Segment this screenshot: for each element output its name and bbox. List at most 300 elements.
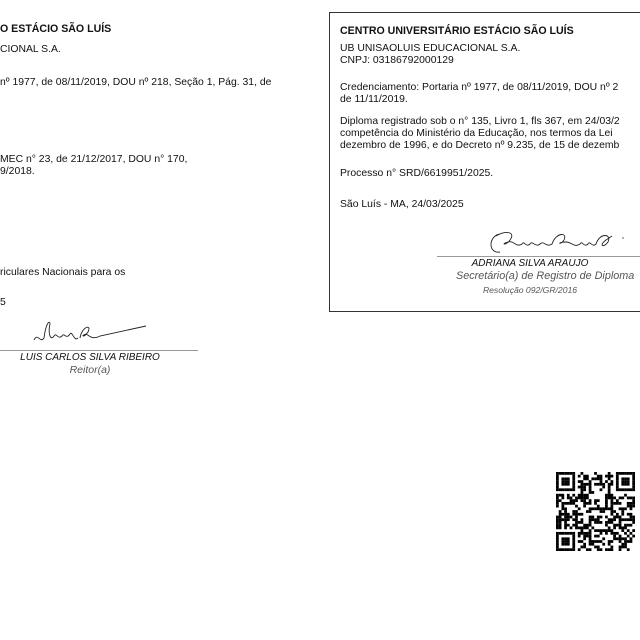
qr-module — [561, 480, 564, 483]
qr-module — [567, 524, 570, 527]
rector-signature — [30, 318, 150, 348]
qr-module — [619, 521, 622, 524]
qr-module — [556, 526, 559, 529]
qr-module — [632, 488, 635, 491]
qr-module — [616, 475, 619, 478]
qr-module — [559, 532, 562, 535]
qr-module — [632, 499, 635, 502]
qr-module — [632, 518, 635, 521]
qr-module — [613, 516, 616, 519]
qr-module — [589, 516, 592, 519]
institution-name-partial: O ESTÁCIO SÃO LUÍS — [0, 23, 112, 35]
qr-module — [621, 529, 624, 532]
qr-module — [627, 472, 630, 475]
qr-module — [575, 510, 578, 513]
verification-qr-code[interactable] — [556, 472, 635, 551]
recognition-text-line-2: 9/2018. — [0, 166, 35, 177]
secretary-signature — [486, 228, 631, 256]
qr-module — [572, 475, 575, 478]
qr-module — [610, 548, 613, 551]
qr-module — [575, 521, 578, 524]
qr-module — [613, 537, 616, 540]
qr-module — [581, 518, 584, 521]
qr-module — [608, 518, 611, 521]
qr-module — [556, 475, 559, 478]
qr-module — [630, 516, 633, 519]
qr-module — [616, 516, 619, 519]
place-date: São Luís - MA, 24/03/2025 — [340, 199, 464, 210]
qr-module — [597, 540, 600, 543]
qr-module — [621, 526, 624, 529]
qr-module — [610, 510, 613, 513]
qr-module — [572, 524, 575, 527]
qr-module — [575, 499, 578, 502]
qr-module — [556, 537, 559, 540]
qr-module — [583, 535, 586, 538]
qr-module — [589, 532, 592, 535]
qr-module — [556, 546, 559, 549]
qr-module — [561, 505, 564, 508]
qr-module — [621, 518, 624, 521]
qr-module — [632, 477, 635, 480]
qr-module — [605, 497, 608, 500]
qr-module — [572, 540, 575, 543]
qr-module — [591, 526, 594, 529]
qr-module — [572, 502, 575, 505]
qr-module — [572, 472, 575, 475]
qr-module — [586, 548, 589, 551]
qr-module — [632, 505, 635, 508]
qr-module — [578, 480, 581, 483]
qr-module — [564, 507, 567, 510]
qr-module — [583, 502, 586, 505]
qr-module — [621, 488, 624, 491]
cnpj: CNPJ: 03186792000129 — [340, 55, 454, 66]
qr-module — [616, 513, 619, 516]
qr-module — [621, 543, 624, 546]
qr-module — [583, 543, 586, 546]
qr-module — [608, 543, 611, 546]
qr-module — [594, 529, 597, 532]
qr-module — [605, 532, 608, 535]
qr-module — [600, 483, 603, 486]
qr-module — [581, 486, 584, 489]
qr-module — [556, 535, 559, 538]
secretary-signature-line — [437, 256, 640, 257]
qr-module — [564, 516, 567, 519]
qr-module — [610, 502, 613, 505]
qr-module — [597, 521, 600, 524]
qr-module — [570, 526, 573, 529]
qr-module — [570, 532, 573, 535]
qr-module — [594, 518, 597, 521]
date-partial: 5 — [0, 297, 6, 308]
qr-module — [578, 526, 581, 529]
qr-module — [630, 513, 633, 516]
qr-module — [589, 480, 592, 483]
qr-module — [589, 548, 592, 551]
qr-module — [608, 548, 611, 551]
qr-module — [581, 480, 584, 483]
qr-module — [608, 483, 611, 486]
qr-module — [556, 518, 559, 521]
qr-module — [621, 480, 624, 483]
qr-module — [632, 529, 635, 532]
qr-module — [630, 507, 633, 510]
qr-module — [561, 548, 564, 551]
qr-module — [559, 548, 562, 551]
qr-module — [586, 497, 589, 500]
qr-module — [586, 524, 589, 527]
qr-module — [630, 518, 633, 521]
qr-module — [564, 477, 567, 480]
registry-line-3: dezembro de 1996, e do Decreto nº 9.235, de 15 de dezemb — [340, 140, 620, 151]
qr-module — [610, 540, 613, 543]
qr-module — [600, 540, 603, 543]
qr-module — [575, 524, 578, 527]
qr-module — [602, 529, 605, 532]
qr-module — [600, 488, 603, 491]
qr-module — [583, 483, 586, 486]
qr-module — [572, 548, 575, 551]
qr-module — [630, 505, 633, 508]
qr-module — [564, 526, 567, 529]
qr-module — [624, 546, 627, 549]
qr-module — [610, 497, 613, 500]
qr-module — [581, 472, 584, 475]
qr-module — [570, 516, 573, 519]
qr-module — [572, 532, 575, 535]
qr-module — [594, 472, 597, 475]
qr-module — [621, 510, 624, 513]
qr-module — [605, 480, 608, 483]
qr-module — [616, 532, 619, 535]
qr-module — [621, 546, 624, 549]
qr-module — [619, 524, 622, 527]
qr-module — [567, 502, 570, 505]
qr-module — [556, 532, 559, 535]
qr-module — [624, 543, 627, 546]
qr-module — [567, 472, 570, 475]
qr-module — [605, 524, 608, 527]
qr-module — [602, 543, 605, 546]
qr-module — [630, 524, 633, 527]
process-number: Processo n° SRD/6619951/2025. — [340, 168, 494, 179]
qr-module — [619, 502, 622, 505]
qr-module — [559, 518, 562, 521]
qr-module — [605, 505, 608, 508]
qr-module — [561, 477, 564, 480]
qr-module — [610, 505, 613, 508]
qr-module — [619, 546, 622, 549]
qr-module — [605, 502, 608, 505]
qr-module — [567, 537, 570, 540]
qr-module — [630, 497, 633, 500]
qr-module — [600, 475, 603, 478]
qr-module — [581, 529, 584, 532]
qr-module — [630, 502, 633, 505]
qr-module — [632, 521, 635, 524]
qr-module — [624, 483, 627, 486]
qr-module — [559, 499, 562, 502]
qr-module — [627, 488, 630, 491]
qr-module — [608, 529, 611, 532]
qr-module — [583, 475, 586, 478]
qr-module — [613, 526, 616, 529]
qr-module — [559, 488, 562, 491]
qr-module — [630, 472, 633, 475]
qr-module — [564, 513, 567, 516]
qr-module — [591, 491, 594, 494]
qr-module — [602, 483, 605, 486]
qr-module — [589, 529, 592, 532]
qr-module — [570, 499, 573, 502]
qr-module — [561, 472, 564, 475]
credential-line-1: Credenciamento: Portaria nº 1977, de 08/11/2019, DOU nº 2 — [340, 82, 619, 93]
qr-module — [556, 521, 559, 524]
qr-module — [589, 518, 592, 521]
qr-module — [589, 510, 592, 513]
qr-module — [591, 518, 594, 521]
qr-module — [556, 499, 559, 502]
qr-module — [570, 488, 573, 491]
qr-module — [608, 540, 611, 543]
qr-module — [586, 475, 589, 478]
qr-module — [589, 524, 592, 527]
qr-module — [561, 507, 564, 510]
qr-module — [581, 499, 584, 502]
qr-module — [594, 521, 597, 524]
qr-module — [591, 507, 594, 510]
qr-module — [616, 472, 619, 475]
qr-module — [613, 510, 616, 513]
qr-module — [556, 472, 559, 475]
qr-module — [575, 526, 578, 529]
qr-module — [578, 494, 581, 497]
qr-module — [610, 483, 613, 486]
qr-module — [578, 532, 581, 535]
qr-module — [605, 516, 608, 519]
qr-module — [597, 475, 600, 478]
qr-module — [608, 491, 611, 494]
qr-module — [559, 494, 562, 497]
qr-module — [632, 486, 635, 489]
qr-module — [567, 532, 570, 535]
qr-module — [594, 535, 597, 538]
qr-module — [591, 540, 594, 543]
qr-module — [581, 483, 584, 486]
qr-module — [627, 529, 630, 532]
qr-module — [575, 497, 578, 500]
qr-module — [589, 491, 592, 494]
qr-module — [559, 472, 562, 475]
qr-module — [572, 486, 575, 489]
qr-module — [572, 510, 575, 513]
qr-module — [581, 494, 584, 497]
qr-module — [589, 540, 592, 543]
qr-module — [589, 488, 592, 491]
company-name-partial: CIONAL S.A. — [0, 44, 61, 55]
qr-module — [583, 546, 586, 549]
qr-module — [602, 537, 605, 540]
qr-module — [597, 529, 600, 532]
qr-module — [589, 507, 592, 510]
qr-module — [619, 507, 622, 510]
qr-module — [610, 507, 613, 510]
qr-module — [602, 486, 605, 489]
secretary-name: ADRIANA SILVA ARAUJO — [471, 258, 589, 269]
secretary-resolution: Resolução 092/GR/2016 — [482, 285, 578, 295]
qr-module — [564, 532, 567, 535]
qr-module — [583, 494, 586, 497]
qr-module — [613, 524, 616, 527]
qr-module — [597, 483, 600, 486]
qr-module — [581, 488, 584, 491]
qr-module — [594, 540, 597, 543]
qr-module — [578, 475, 581, 478]
qr-module — [597, 546, 600, 549]
qr-module — [559, 521, 562, 524]
qr-module — [561, 540, 564, 543]
qr-module — [583, 486, 586, 489]
qr-module — [605, 529, 608, 532]
qr-module — [608, 521, 611, 524]
qr-module — [619, 535, 622, 538]
qr-module — [572, 499, 575, 502]
qr-module — [559, 524, 562, 527]
qr-module — [624, 472, 627, 475]
qr-module — [624, 488, 627, 491]
qr-module — [600, 507, 603, 510]
qr-module — [567, 497, 570, 500]
qr-module — [610, 546, 613, 549]
qr-module — [581, 540, 584, 543]
qr-module — [608, 488, 611, 491]
qr-module — [627, 513, 630, 516]
qr-module — [624, 480, 627, 483]
qr-module — [632, 497, 635, 500]
qr-module — [610, 475, 613, 478]
qr-module — [605, 494, 608, 497]
qr-module — [627, 480, 630, 483]
qr-module — [572, 535, 575, 538]
institution-name: CENTRO UNIVERSITÁRIO ESTÁCIO SÃO LUÍS — [340, 25, 574, 37]
qr-module — [572, 537, 575, 540]
qr-module — [564, 472, 567, 475]
qr-module — [572, 513, 575, 516]
qr-module — [583, 526, 586, 529]
qr-module — [561, 494, 564, 497]
qr-module — [559, 526, 562, 529]
qr-module — [567, 488, 570, 491]
qr-module — [616, 524, 619, 527]
qr-module — [575, 505, 578, 508]
qr-module — [613, 532, 616, 535]
qr-module — [621, 483, 624, 486]
qr-module — [605, 475, 608, 478]
qr-module — [619, 548, 622, 551]
qr-module — [600, 532, 603, 535]
qr-module — [608, 475, 611, 478]
qr-module — [564, 502, 567, 505]
qr-module — [627, 497, 630, 500]
qr-module — [581, 532, 584, 535]
qr-module — [616, 483, 619, 486]
qr-module — [594, 546, 597, 549]
qr-module — [594, 477, 597, 480]
qr-module — [610, 532, 613, 535]
qr-module — [627, 548, 630, 551]
qr-module — [591, 477, 594, 480]
qr-module — [586, 532, 589, 535]
qr-module — [600, 529, 603, 532]
qr-module — [619, 540, 622, 543]
qr-module — [572, 488, 575, 491]
qr-module — [556, 502, 559, 505]
qr-module — [632, 483, 635, 486]
qr-module — [608, 526, 611, 529]
qr-module — [578, 507, 581, 510]
qr-module — [597, 505, 600, 508]
qr-module — [583, 477, 586, 480]
qr-module — [564, 543, 567, 546]
qr-module — [630, 532, 633, 535]
qr-module — [632, 475, 635, 478]
qr-module — [621, 537, 624, 540]
qr-module — [624, 507, 627, 510]
secretary-role: Secretário(a) de Registro de Diploma — [456, 270, 635, 282]
qr-module — [619, 516, 622, 519]
qr-module — [613, 502, 616, 505]
qr-module — [578, 486, 581, 489]
qr-module — [624, 537, 627, 540]
company-name: UB UNISAOLUIS EDUCACIONAL S.A. — [340, 43, 521, 54]
qr-module — [597, 548, 600, 551]
qr-module — [561, 483, 564, 486]
qr-module — [627, 502, 630, 505]
qr-module — [630, 537, 633, 540]
qr-module — [556, 505, 559, 508]
qr-module — [564, 518, 567, 521]
qr-module — [621, 497, 624, 500]
qr-module — [578, 497, 581, 500]
qr-module — [561, 502, 564, 505]
qr-module — [630, 540, 633, 543]
qr-module — [627, 524, 630, 527]
qr-module — [578, 535, 581, 538]
qr-module — [602, 507, 605, 510]
qr-module — [619, 488, 622, 491]
qr-module — [556, 480, 559, 483]
qr-module — [572, 518, 575, 521]
qr-module — [597, 507, 600, 510]
qr-module — [567, 548, 570, 551]
qr-module — [583, 488, 586, 491]
qr-module — [613, 535, 616, 538]
qr-module — [616, 499, 619, 502]
qr-module — [605, 499, 608, 502]
registry-line-2: competência do Ministério da Educação, nos termos da Lei — [340, 128, 613, 139]
qr-module — [594, 499, 597, 502]
qr-module — [605, 507, 608, 510]
qr-module — [613, 518, 616, 521]
qr-module — [627, 540, 630, 543]
qr-module — [586, 494, 589, 497]
qr-module — [616, 477, 619, 480]
qr-module — [583, 497, 586, 500]
qr-module — [567, 513, 570, 516]
qr-module — [632, 472, 635, 475]
